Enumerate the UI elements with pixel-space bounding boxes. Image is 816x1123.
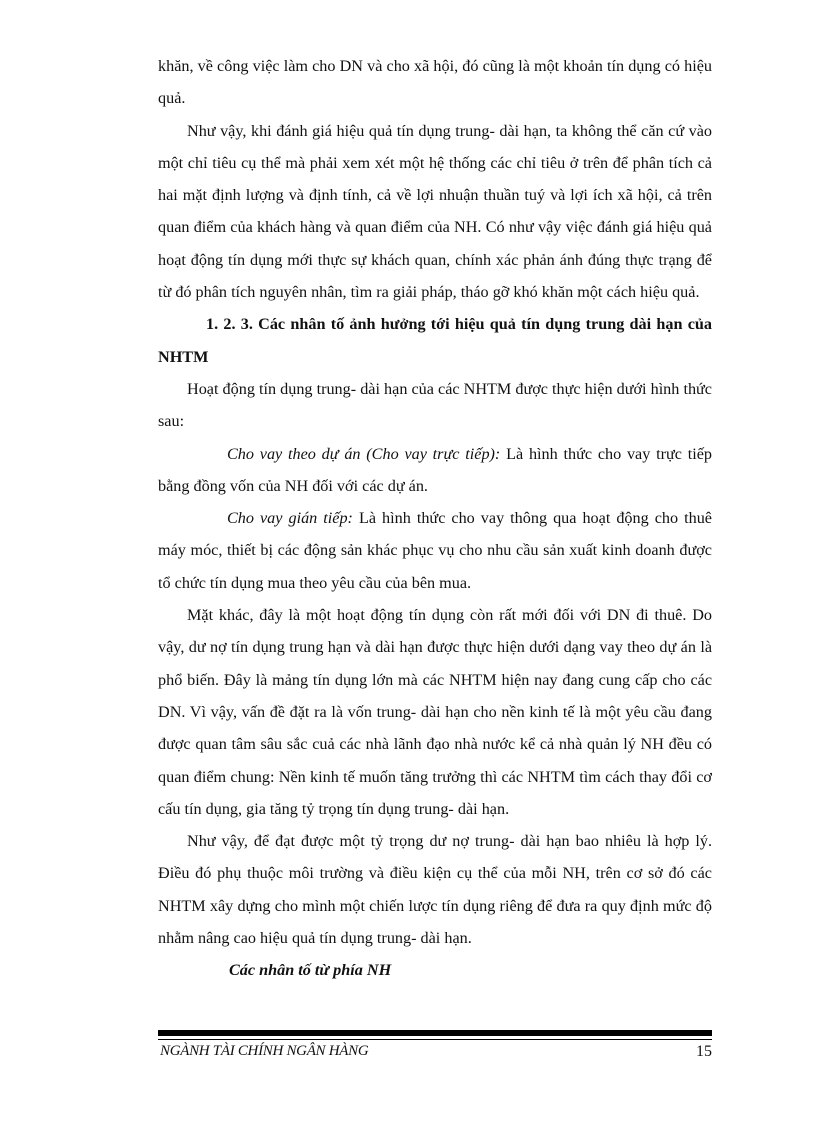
- sub-heading-bank-factors: Các nhân tố từ phía NH: [229, 961, 392, 980]
- footer-rule-thick: [158, 1030, 712, 1036]
- paragraph-intro-forms: Hoạt động tín dụng trung- dài hạn của các NHTM được thực hiện dưới hình thức sau:: [158, 379, 712, 431]
- list-item-direct-loan: [158, 438, 712, 503]
- footer-rule-thin: [158, 1039, 712, 1040]
- page-number: 15: [696, 1043, 712, 1060]
- footer-title: NGÀNH TÀI CHÍNH NGÂN HÀNG: [160, 1043, 369, 1059]
- direct-loan-label: Cho vay theo dự án (Cho vay trực tiếp):: [227, 444, 501, 463]
- indirect-loan-text: Là hình thức cho vay thông qua hoạt động cho thuê máy móc, thiết bị các động sản khác phục vụ cho nhu cầu sản xuất kinh doanh được tổ chức tín dụng mua theo yêu cầu của bên mua.: [158, 509, 712, 592]
- list-item-indirect-loan: [158, 502, 712, 599]
- section-heading: 1. 2. 3. Các nhân tố ảnh hưởng tới hiệu quả tín dụng trung dài hạn của NHTM: [158, 315, 712, 366]
- page-body: [158, 50, 712, 987]
- paragraph-continuation: khăn, về công việc làm cho DN và cho xã hội, đó cũng là một khoản tín dụng có hiệu quả.: [158, 57, 712, 108]
- paragraph-on-the-other-hand: Mặt khác, đây là một hoạt động tín dụng còn rất mới đối với DN đi thuê. Do vậy, dư nợ tín dụng trung hạn và dài hạn được thực hiện dưới dạng vay theo dự án là phổ biến. Đây là mảng tín dụng lớn mà các NHTM hiện nay đang cung cấp cho các DN. Vì vậy, vấn đề đặt ra là vốn trung- dài hạn cho nền kinh tế là một yêu cầu đang được quan tâm sâu sắc cuả các nhà lãnh đạo nhà nước kể cả nhà quản lý NH đều có quan điểm chung: Nền kinh tế muốn tăng trưởng thì các NHTM tìm cách thay đổi cơ cấu tín dụng, gia tăng tỷ trọng tín dụng trung- dài hạn.: [158, 606, 712, 818]
- paragraph-ratio: Như vậy, để đạt được một tỷ trọng dư nợ trung- dài hạn bao nhiêu là hợp lý. Điều đó phụ thuộc môi trường và điều kiện cụ thể của mỗi NH, trên cơ sở đó các NHTM xây dựng cho mình một chiến lược tín dụng riêng để đưa ra quy định mức độ nhằm nâng cao hiệu quả tín dụng trung- dài hạn.: [158, 832, 712, 948]
- indirect-loan-label: Cho vay gián tiếp:: [227, 509, 353, 528]
- direct-loan-text: Là hình thức cho vay trực tiếp bằng đồng vốn của NH đối với các dự án.: [158, 444, 713, 495]
- paragraph-evaluation: Như vậy, khi đánh giá hiệu quả tín dụng trung- dài hạn, ta không thể căn cứ vào một chỉ tiêu cụ thể mà phải xem xét một hệ thống các chỉ tiêu ở trên để phân tích cả hai mặt định lượng và định tính, cả về lợi nhuận thuần tuý và lợi ích xã hội, cả trên quan điểm của khách hàng và quan điểm của NH. Có như vậy việc đánh giá hiệu quả hoạt động tín dụng mới thực sự khách quan, chính xác phản ánh đúng thực trạng để từ đó phân tích nguyên nhân, tìm ra giải pháp, tháo gỡ khó khăn một cách hiệu quả.: [158, 121, 712, 302]
